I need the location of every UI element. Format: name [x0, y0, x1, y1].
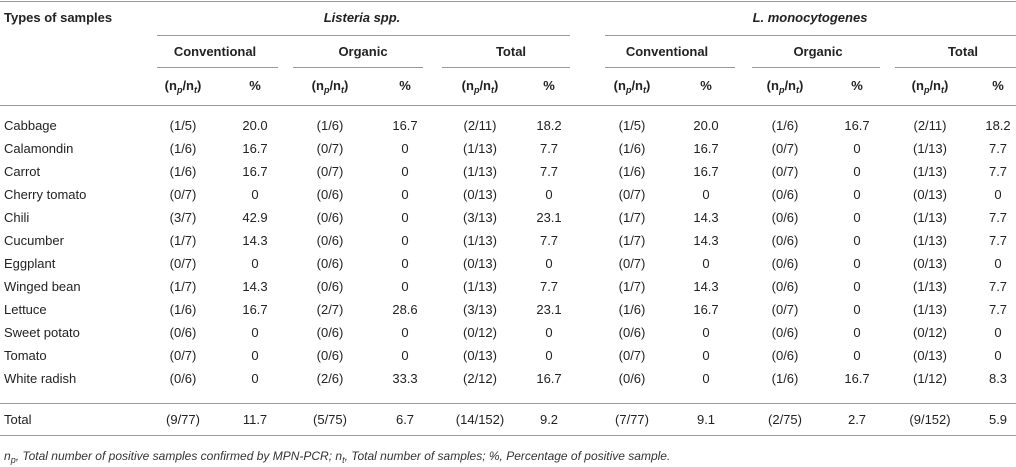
- cell-count: (0/13): [913, 187, 947, 202]
- cell-count: (1/6): [618, 302, 646, 317]
- cell-count: (0/6): [771, 210, 799, 225]
- row-label: Winged bean: [4, 279, 81, 294]
- sub-header-conventional: Conventional: [625, 44, 709, 59]
- cell-percent: 7.7: [539, 141, 559, 156]
- cell-percent: 0: [401, 141, 409, 156]
- cell-count: (0/6): [771, 187, 799, 202]
- cell-percent: 0: [251, 187, 259, 202]
- cell-count: (2/12): [463, 371, 497, 386]
- cell-count: (1/13): [913, 164, 947, 179]
- cell-percent: 16.7: [844, 371, 870, 386]
- cell-percent: 0: [853, 164, 861, 179]
- cell-count: (1/13): [913, 210, 947, 225]
- cell-count: (0/6): [771, 325, 799, 340]
- cell-percent: 0: [702, 348, 710, 363]
- cell-count: (1/6): [316, 118, 344, 133]
- cell-count: (0/6): [618, 325, 646, 340]
- cell-count: (0/6): [771, 256, 799, 271]
- cell-count: (1/7): [618, 233, 646, 248]
- cell-percent: 5.9: [988, 412, 1008, 427]
- cell-count: (0/7): [771, 302, 799, 317]
- col-header-np-nt: $(n_p/n_t)$: [461, 78, 499, 95]
- cell-percent: 7.7: [988, 164, 1008, 179]
- cell-count: (1/12): [913, 371, 947, 386]
- col-header-percent: %: [992, 78, 1004, 93]
- col-header-np-nt: $(n_p/n_t)$: [766, 78, 804, 95]
- group-rule-listeria: [157, 35, 570, 36]
- cell-count: (2/7): [316, 302, 344, 317]
- cell-count: (0/7): [771, 164, 799, 179]
- cell-percent: 0: [853, 302, 861, 317]
- cell-percent: 14.3: [693, 279, 719, 294]
- row-label: Tomato: [4, 348, 47, 363]
- group-header-lmono: L. monocytogenes: [752, 10, 868, 25]
- cell-percent: 0: [853, 187, 861, 202]
- cell-count: (1/13): [463, 141, 497, 156]
- cell-count: (0/6): [771, 233, 799, 248]
- cell-percent: 14.3: [693, 233, 719, 248]
- cell-count: (9/152): [909, 412, 951, 427]
- row-label: White radish: [4, 371, 77, 386]
- cell-percent: 0: [401, 187, 409, 202]
- cell-percent: 0: [251, 348, 259, 363]
- cell-percent: 20.0: [693, 118, 719, 133]
- cell-count: (1/5): [618, 118, 646, 133]
- cell-count: (2/6): [316, 371, 344, 386]
- col-header-percent: %: [399, 78, 411, 93]
- cell-count: (0/6): [316, 187, 344, 202]
- sub-header-total: Total: [495, 44, 527, 59]
- cell-percent: 16.7: [693, 302, 719, 317]
- cell-percent: 8.3: [988, 371, 1008, 386]
- cell-count: (0/13): [463, 256, 497, 271]
- cell-count: (0/7): [169, 256, 197, 271]
- cell-count: (1/13): [913, 141, 947, 156]
- cell-count: (1/7): [618, 210, 646, 225]
- cell-count: (5/75): [313, 412, 347, 427]
- cell-percent: 14.3: [693, 210, 719, 225]
- cell-percent: 0: [401, 164, 409, 179]
- cell-count: (3/7): [169, 210, 197, 225]
- cell-percent: 0: [853, 348, 861, 363]
- row-label: Eggplant: [4, 256, 56, 271]
- cell-count: (2/11): [463, 118, 497, 133]
- cell-percent: 7.7: [988, 141, 1008, 156]
- cell-percent: 16.7: [392, 118, 418, 133]
- cell-count: (0/6): [316, 348, 344, 363]
- cell-percent: 0: [702, 325, 710, 340]
- cell-percent: 0: [251, 371, 259, 386]
- col-header-np-nt: $(n_p/n_t)$: [911, 78, 949, 95]
- cell-percent: 23.1: [536, 210, 562, 225]
- cell-percent: 0: [401, 279, 409, 294]
- cell-percent: 7.7: [988, 279, 1008, 294]
- cell-percent: 7.7: [988, 302, 1008, 317]
- row-label: Chili: [4, 210, 30, 225]
- header-bottom-rule: [0, 105, 1016, 106]
- col-header-percent: %: [851, 78, 863, 93]
- sub-rule-5: [752, 67, 880, 68]
- group-header-listeria: Listeria spp.: [323, 10, 401, 25]
- sub-rule-2: [293, 67, 423, 68]
- cell-percent: 0: [994, 256, 1002, 271]
- cell-count: (0/13): [913, 256, 947, 271]
- cell-percent: 7.7: [988, 210, 1008, 225]
- cell-count: (0/6): [169, 371, 197, 386]
- cell-percent: 7.7: [539, 164, 559, 179]
- col-header-np-nt: $(n_p/n_t)$: [164, 78, 202, 95]
- cell-percent: 18.2: [985, 118, 1011, 133]
- cell-count: (0/7): [618, 256, 646, 271]
- row-label: Total: [4, 412, 32, 427]
- cell-count: (0/6): [316, 256, 344, 271]
- cell-percent: 0: [401, 325, 409, 340]
- cell-percent: 23.1: [536, 302, 562, 317]
- cell-percent: 0: [994, 348, 1002, 363]
- cell-percent: 0: [545, 256, 553, 271]
- cell-count: (0/12): [463, 325, 497, 340]
- cell-count: (0/7): [316, 164, 344, 179]
- cell-percent: 0: [853, 279, 861, 294]
- cell-count: (0/6): [316, 325, 344, 340]
- cell-percent: 28.6: [392, 302, 418, 317]
- cell-percent: 0: [401, 348, 409, 363]
- cell-percent: 0: [853, 325, 861, 340]
- cell-count: (1/13): [463, 164, 497, 179]
- cell-count: (1/5): [169, 118, 197, 133]
- cell-count: (1/13): [913, 233, 947, 248]
- sub-rule-3: [442, 67, 570, 68]
- cell-percent: 0: [853, 233, 861, 248]
- cell-count: (1/13): [913, 279, 947, 294]
- cell-percent: 0: [702, 187, 710, 202]
- cell-count: (1/6): [169, 141, 197, 156]
- cell-count: (3/13): [463, 302, 497, 317]
- cell-percent: 20.0: [242, 118, 268, 133]
- cell-percent: 16.7: [693, 164, 719, 179]
- sub-rule-4: [605, 67, 735, 68]
- cell-percent: 16.7: [536, 371, 562, 386]
- bottom-rule: [0, 435, 1016, 436]
- row-label: Cherry tomato: [4, 187, 87, 202]
- cell-count: (1/6): [169, 302, 197, 317]
- row-label: Carrot: [4, 164, 41, 179]
- sub-header-total: Total: [947, 44, 979, 59]
- cell-count: (0/7): [169, 348, 197, 363]
- cell-count: (3/13): [463, 210, 497, 225]
- cell-percent: 0: [994, 187, 1002, 202]
- cell-count: (1/6): [771, 118, 799, 133]
- cell-percent: 14.3: [242, 279, 268, 294]
- sub-header-organic: Organic: [793, 44, 843, 59]
- cell-count: (1/13): [913, 302, 947, 317]
- cell-percent: 0: [853, 141, 861, 156]
- cell-count: (1/6): [771, 371, 799, 386]
- cell-count: (0/6): [316, 233, 344, 248]
- cell-percent: 0: [994, 325, 1002, 340]
- cell-count: (0/13): [463, 348, 497, 363]
- cell-percent: 0: [702, 371, 710, 386]
- row-label: Cabbage: [4, 118, 57, 133]
- cell-count: (0/13): [463, 187, 497, 202]
- cell-percent: 0: [545, 325, 553, 340]
- cell-count: (0/7): [316, 141, 344, 156]
- cell-percent: 9.1: [696, 412, 716, 427]
- col-header-types: Types of samples: [4, 10, 113, 25]
- cell-percent: 6.7: [395, 412, 415, 427]
- cell-count: (7/77): [615, 412, 649, 427]
- cell-percent: 18.2: [536, 118, 562, 133]
- cell-count: (1/7): [618, 279, 646, 294]
- cell-percent: 9.2: [539, 412, 559, 427]
- col-header-percent: %: [700, 78, 712, 93]
- cell-percent: 0: [251, 256, 259, 271]
- cell-count: (0/6): [316, 279, 344, 294]
- cell-percent: 16.7: [242, 164, 268, 179]
- cell-count: (1/13): [463, 233, 497, 248]
- cell-count: (0/13): [913, 348, 947, 363]
- row-label: Lettuce: [4, 302, 47, 317]
- sub-header-conventional: Conventional: [173, 44, 257, 59]
- cell-count: (9/77): [166, 412, 200, 427]
- cell-percent: 11.7: [242, 412, 268, 427]
- cell-count: (1/6): [618, 164, 646, 179]
- cell-count: (14/152): [455, 412, 505, 427]
- total-top-rule: [0, 403, 1016, 404]
- cell-count: (1/7): [169, 233, 197, 248]
- row-label: Calamondin: [4, 141, 74, 156]
- cell-percent: 33.3: [392, 371, 418, 386]
- col-header-np-nt: $(n_p/n_t)$: [613, 78, 651, 95]
- col-header-np-nt: $(n_p/n_t)$: [311, 78, 349, 95]
- cell-count: (0/7): [771, 141, 799, 156]
- cell-percent: 7.7: [988, 233, 1008, 248]
- sub-rule-1: [157, 67, 278, 68]
- cell-percent: 7.7: [539, 233, 559, 248]
- sub-rule-6: [895, 67, 1016, 68]
- cell-percent: 0: [401, 256, 409, 271]
- cell-count: (2/11): [913, 118, 947, 133]
- cell-percent: 0: [251, 325, 259, 340]
- row-label: Sweet potato: [4, 325, 80, 340]
- cell-count: (0/6): [771, 279, 799, 294]
- cell-percent: 0: [853, 256, 861, 271]
- cell-count: (0/7): [169, 187, 197, 202]
- cell-count: (2/75): [768, 412, 802, 427]
- cell-percent: 0: [545, 348, 553, 363]
- cell-count: (0/6): [169, 325, 197, 340]
- cell-percent: 0: [853, 210, 861, 225]
- cell-count: (1/6): [618, 141, 646, 156]
- cell-percent: 2.7: [847, 412, 867, 427]
- cell-percent: 0: [401, 233, 409, 248]
- cell-count: (0/7): [618, 187, 646, 202]
- cell-count: (0/7): [618, 348, 646, 363]
- cell-percent: 0: [702, 256, 710, 271]
- cell-count: (0/12): [913, 325, 947, 340]
- col-header-percent: %: [543, 78, 555, 93]
- row-label: Cucumber: [4, 233, 64, 248]
- cell-count: (1/13): [463, 279, 497, 294]
- cell-percent: 16.7: [844, 118, 870, 133]
- cell-count: (0/6): [771, 348, 799, 363]
- cell-percent: 0: [545, 187, 553, 202]
- footnote: $n_p$, Total number of positive samples confirmed by MPN-PCR; $n_t$, Total number of samples; %, Percentage of positive sample.: [4, 449, 671, 465]
- cell-count: (1/6): [169, 164, 197, 179]
- group-rule-lmono: [605, 35, 1016, 36]
- cell-percent: 16.7: [242, 302, 268, 317]
- top-rule: [0, 1, 1016, 2]
- cell-percent: 16.7: [242, 141, 268, 156]
- col-header-percent: %: [249, 78, 261, 93]
- cell-percent: 0: [401, 210, 409, 225]
- sub-header-organic: Organic: [338, 44, 388, 59]
- cell-percent: 14.3: [242, 233, 268, 248]
- cell-percent: 42.9: [242, 210, 268, 225]
- cell-percent: 16.7: [693, 141, 719, 156]
- cell-count: (0/6): [316, 210, 344, 225]
- cell-count: (0/6): [618, 371, 646, 386]
- cell-count: (1/7): [169, 279, 197, 294]
- cell-percent: 7.7: [539, 279, 559, 294]
